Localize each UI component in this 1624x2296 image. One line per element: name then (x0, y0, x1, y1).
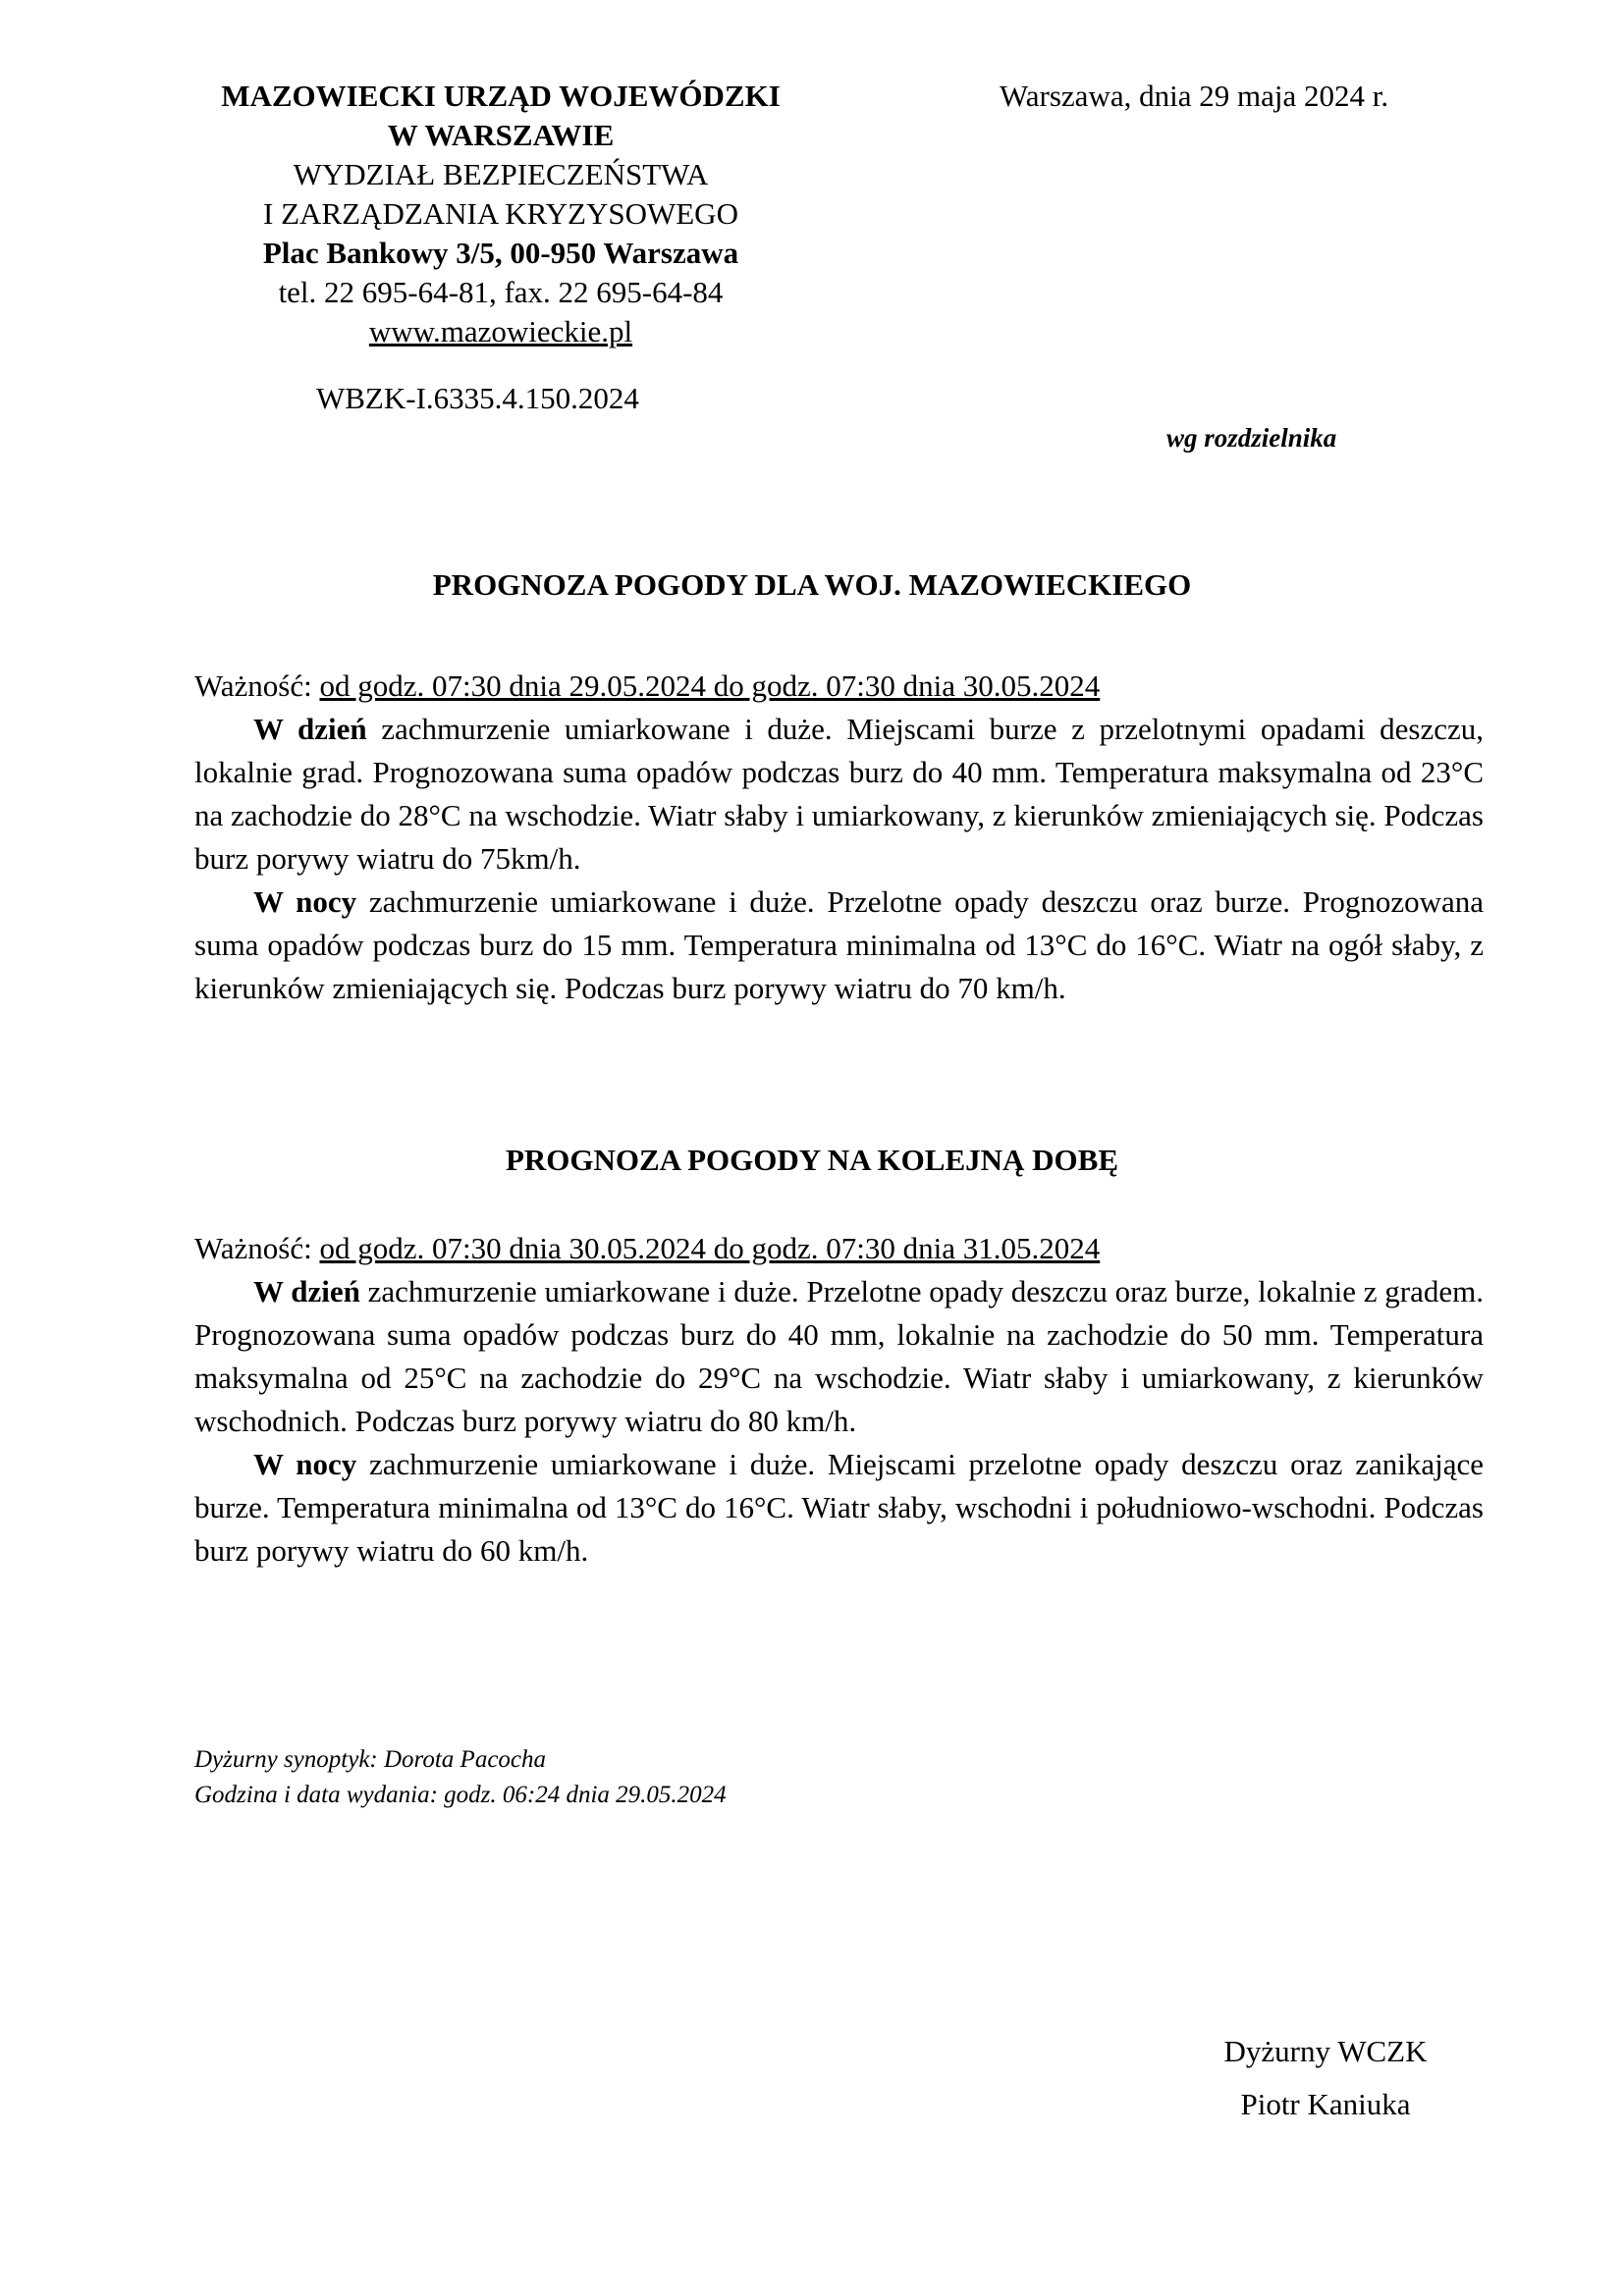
synoptic-on-duty: Dyżurny synoptyk: Dorota Pacocha (194, 1746, 547, 1773)
issue-time: Godzina i data wydania: godz. 06:24 dnia 29.05.2024 (194, 1782, 727, 1808)
signatory-role: Dyżurny WCZK (1223, 2034, 1428, 2068)
forecast-body-1 (194, 665, 1484, 1010)
day-label: W dzień (253, 712, 367, 746)
forecast-body-2 (194, 1227, 1484, 1573)
day-forecast-paragraph (194, 708, 1484, 881)
night-forecast-paragraph (194, 1443, 1484, 1573)
validity-label: Ważność: (194, 1231, 320, 1265)
night-forecast-text: zachmurzenie umiarkowane i duże. Miejscami przelotne opady deszczu oraz zanikające burze. Temperatura minimalna od 13°C do 16°C. Wiatr słaby, wschodni i południowo-wschodni. Podczas burz porywy wiatru do 60 km/h. (194, 1447, 1484, 1568)
issue-notes (194, 1742, 727, 1813)
department-line1: WYDZIAŁ BEZPIECZEŃSTWA (293, 157, 709, 191)
day-label: W dzień (253, 1274, 360, 1308)
night-forecast-text: zachmurzenie umiarkowane i duże. Przelotne opady deszczu oraz burze. Prognozowana suma opadów podczas burz do 15 mm. Temperatura minimalna od 13°C do 16°C. Wiatr na ogół słaby, z kierunków zmieniających się. Podczas burz porywy wiatru do 70 km/h. (194, 884, 1484, 1005)
night-label: W nocy (253, 1447, 357, 1481)
night-forecast-paragraph (194, 881, 1484, 1010)
validity-line-1 (194, 665, 1484, 708)
forecast-title-2: PROGNOZA POGODY NA KOLEJNĄ DOBĘ (505, 1143, 1119, 1177)
validity-period: od godz. 07:30 dnia 30.05.2024 do godz. 07:30 dnia 31.05.2024 (319, 1231, 1101, 1265)
office-name-line1: MAZOWIECKI URZĄD WOJEWÓDZKI (221, 79, 781, 113)
forecast-title-1: PROGNOZA POGODY DLA WOJ. MAZOWIECKIEGO (432, 567, 1192, 602)
office-phone: tel. 22 695-64-81, fax. 22 695-64-84 (278, 275, 724, 309)
distribution-note: wg rozdzielnika (1166, 423, 1337, 453)
signatory-name: Piotr Kaniuka (1240, 2087, 1411, 2121)
office-header (157, 77, 844, 351)
department-line2: I ZARZĄDZANIA KRYZYSOWEGO (263, 196, 738, 231)
office-address: Plac Bankowy 3/5, 00-950 Warszawa (262, 236, 739, 270)
validity-line-2 (194, 1227, 1484, 1270)
day-forecast-paragraph (194, 1270, 1484, 1443)
night-label: W nocy (253, 884, 357, 919)
reference-number: WBZK-I.6335.4.150.2024 (316, 381, 639, 415)
website-link[interactable]: www.mazowieckie.pl (368, 314, 633, 348)
office-name-line2: W WARSZAWIE (387, 118, 615, 152)
day-forecast-text: zachmurzenie umiarkowane i duże. Miejscami burze z przelotnymi opadami deszczu, lokalnie grad. Prognozowana suma opadów podczas burz do 40 mm. Temperatura maksymalna od 23°C na zachodzie do 28°C na wschodzie. Wiatr słaby i umiarkowany, z kierunków zmieniających się. Podczas burz porywy wiatru do 75km/h. (194, 712, 1484, 876)
validity-period: od godz. 07:30 dnia 29.05.2024 do godz. 07:30 dnia 30.05.2024 (319, 668, 1101, 703)
validity-label: Ważność: (194, 668, 320, 703)
document-date: Warszawa, dnia 29 maja 2024 r. (1000, 79, 1389, 113)
day-forecast-text: zachmurzenie umiarkowane i duże. Przelotne opady deszczu oraz burze, lokalnie z gradem. Prognozowana suma opadów podczas burz do 40 mm, lokalnie na zachodzie do 50 mm. Temperatura maksymalna od 25°C na zachodzie do 29°C na wschodzie. Wiatr słaby i umiarkowany, z kierunków wschodnich. Podczas burz porywy wiatru do 80 km/h. (194, 1274, 1484, 1438)
